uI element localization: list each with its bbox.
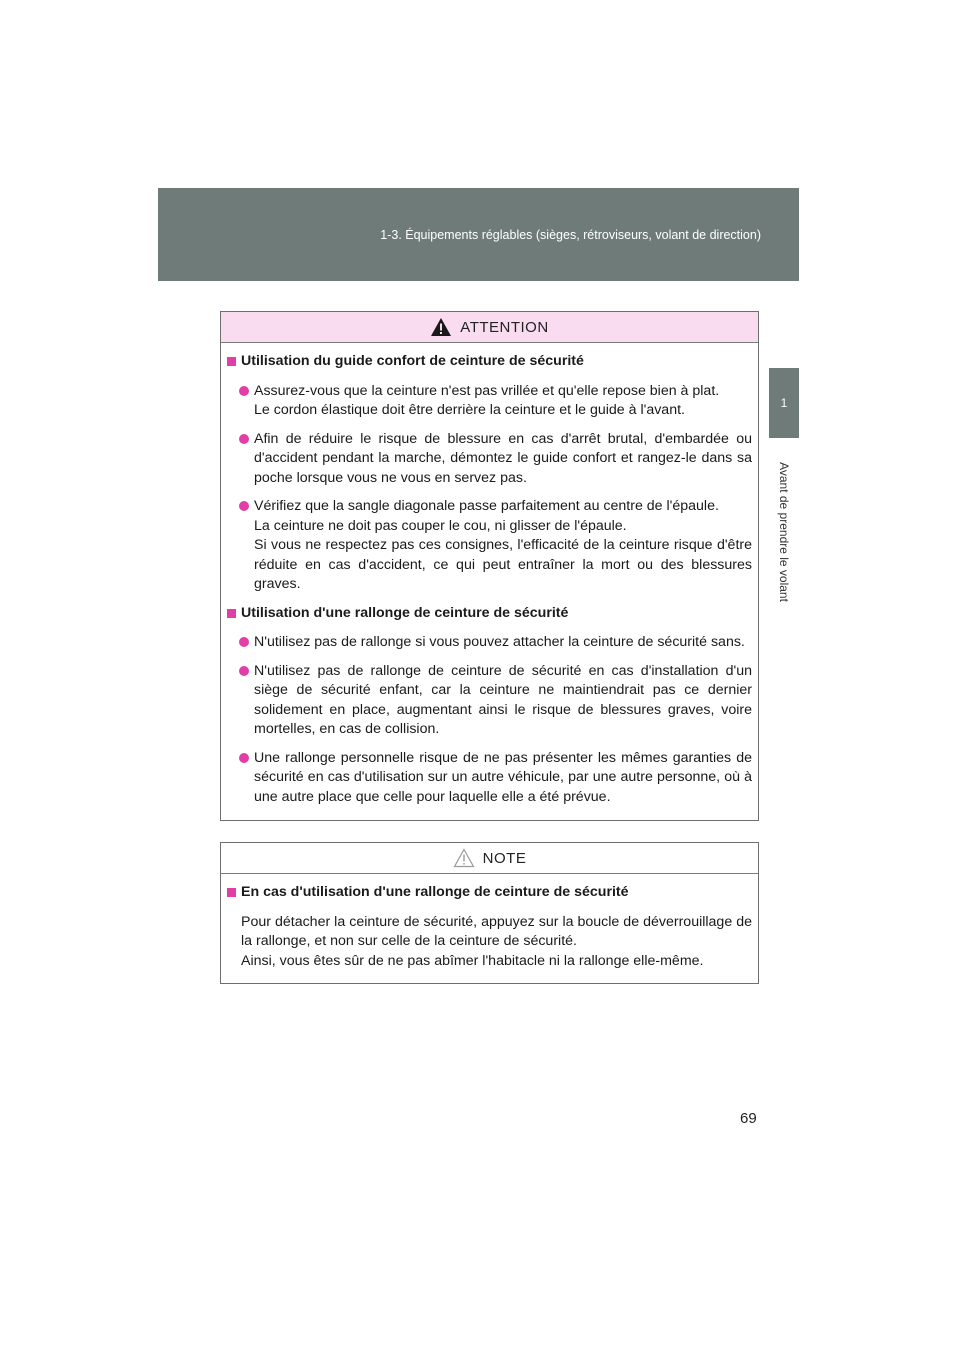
item-text: Une rallonge personnelle risque de ne pas présenter les mêmes garanties de sécurité en cas d'utilisation sur un autre véhicule, par une autre personne, où à une autre place que celle pour laquelle elle a été prévue. bbox=[254, 749, 752, 805]
item-text: La ceinture ne doit pas couper le cou, ni glisser de l'épaule. bbox=[254, 517, 627, 534]
attention-heading-extension: Utilisation d'une rallonge de ceinture de sécurité bbox=[225, 604, 752, 624]
note-heading: En cas d'utilisation d'une rallonge de ceinture de sécurité bbox=[225, 883, 752, 903]
attention-header bbox=[221, 312, 758, 343]
list-item bbox=[225, 497, 752, 595]
list-item bbox=[225, 749, 752, 808]
chapter-number: 1 bbox=[780, 396, 788, 410]
item-text: N'utilisez pas de rallonge de ceinture de sécurité en cas d'installation d'un siège de sécurité enfant, car la ceinture ne maintiendrait pas ce dernier solidement en place, augmentant ainsi le risque de blessures graves, voire mortelles, en cas de collision. bbox=[254, 662, 752, 737]
list-item bbox=[225, 633, 752, 653]
chapter-tab bbox=[769, 368, 799, 438]
chapter-label: Avant de prendre le volant bbox=[777, 462, 791, 602]
warning-triangle-icon bbox=[430, 317, 452, 337]
attention-title: ATTENTION bbox=[460, 318, 549, 336]
note-box bbox=[220, 842, 759, 984]
list-item bbox=[225, 430, 752, 489]
item-text: Assurez-vous que la ceinture n'est pas vrillée et qu'elle repose bien à plat. bbox=[254, 382, 720, 399]
page-number: 69 bbox=[740, 1110, 757, 1127]
note-text: Ainsi, vous êtes sûr de ne pas abîmer l'habitacle ni la rallonge elle-même. bbox=[241, 952, 704, 969]
note-title: NOTE bbox=[482, 849, 527, 867]
item-text: N'utilisez pas de rallonge si vous pouvez attacher la ceinture de sécurité sans. bbox=[254, 634, 745, 650]
note-header bbox=[221, 843, 758, 874]
caution-outline-icon bbox=[453, 848, 475, 868]
note-text: Pour détacher la ceinture de sécurité, appuyez sur la boucle de déverrouillage de la rallonge, et non sur celle de la ceinture de sécurité. bbox=[241, 913, 752, 949]
item-text: Si vous ne respectez pas ces consignes, l'efficacité de la ceinture risque d'être réduite en cas d'accident, ce qui peut entraîner la mort ou des blessures graves. bbox=[254, 537, 752, 592]
section-title: 1-3. Équipements réglables (sièges, rétroviseurs, volant de direction) bbox=[380, 228, 761, 242]
attention-body bbox=[221, 343, 758, 807]
list-item bbox=[225, 662, 752, 740]
item-text: Vérifiez que la sangle diagonale passe parfaitement au centre de l'épaule. bbox=[254, 498, 719, 514]
note-paragraph bbox=[225, 913, 752, 972]
chapter-header-band bbox=[158, 188, 799, 281]
note-body bbox=[221, 874, 758, 971]
attention-heading-guide: Utilisation du guide confort de ceinture de sécurité bbox=[225, 352, 752, 372]
item-text: Le cordon élastique doit être derrière la ceinture et le guide à l'avant. bbox=[254, 402, 685, 418]
attention-box bbox=[220, 311, 759, 821]
list-item bbox=[225, 382, 752, 421]
item-text: Afin de réduire le risque de blessure en cas d'arrêt brutal, d'embardée ou d'accident pendant la marche, démontez le guide confort et rangez-le dans sa poche lorsque vous ne vous en servez pas. bbox=[254, 430, 752, 486]
